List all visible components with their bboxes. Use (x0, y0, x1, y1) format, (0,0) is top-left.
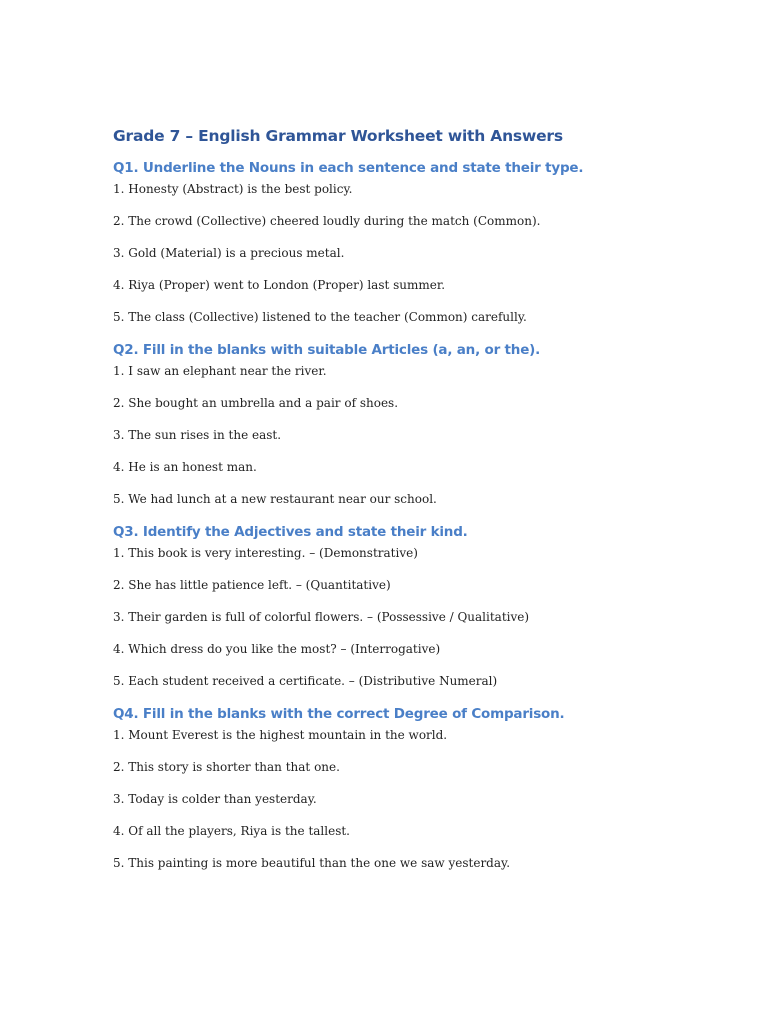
question-heading: Q4. Fill in the blanks with the correct Degree of Comparison. (113, 706, 565, 722)
answer-item: 2. She bought an umbrella and a pair of shoes. (113, 396, 399, 410)
answer-item: 5. We had lunch at a new restaurant near our school. (113, 492, 437, 506)
answer-list (113, 361, 733, 509)
section-q2 (113, 339, 733, 509)
answer-list (113, 179, 733, 327)
answer-item: 4. He is an honest man. (113, 460, 257, 474)
answer-item: 1. I saw an elephant near the river. (113, 364, 327, 378)
section-q3 (113, 521, 733, 691)
answer-item: 1. Mount Everest is the highest mountain in the world. (113, 728, 448, 742)
answer-item: 4. Which dress do you like the most? – (Interrogative) (113, 642, 441, 656)
answer-item: 5. Each student received a certificate. – (Distributive Numeral) (113, 674, 498, 688)
section-q1 (113, 157, 733, 327)
worksheet-page (113, 122, 733, 873)
answer-item: 3. Today is colder than yesterday. (113, 792, 317, 806)
answer-item: 4. Of all the players, Riya is the tallest. (113, 824, 350, 838)
answer-item: 4. Riya (Proper) went to London (Proper) last summer. (113, 278, 446, 292)
answer-item: 1. This book is very interesting. – (Demonstrative) (113, 546, 418, 560)
page-title: Grade 7 – English Grammar Worksheet with Answers (113, 127, 563, 145)
answer-item: 3. Their garden is full of colorful flowers. – (Possessive / Qualitative) (113, 610, 530, 624)
answer-item: 5. The class (Collective) listened to the teacher (Common) carefully. (113, 310, 527, 324)
question-heading: Q2. Fill in the blanks with suitable Articles (a, an, or the). (113, 342, 541, 358)
answer-list (113, 543, 733, 691)
answer-item: 3. The sun rises in the east. (113, 428, 282, 442)
answer-item: 2. This story is shorter than that one. (113, 760, 340, 774)
answer-item: 2. The crowd (Collective) cheered loudly during the match (Common). (113, 214, 541, 228)
answer-item: 5. This painting is more beautiful than the one we saw yesterday. (113, 856, 511, 870)
answer-list (113, 725, 733, 873)
question-heading: Q3. Identify the Adjectives and state their kind. (113, 524, 468, 540)
question-heading: Q1. Underline the Nouns in each sentence and state their type. (113, 160, 584, 176)
section-q4 (113, 703, 733, 873)
answer-item: 3. Gold (Material) is a precious metal. (113, 246, 345, 260)
answer-item: 1. Honesty (Abstract) is the best policy. (113, 182, 353, 196)
answer-item: 2. She has little patience left. – (Quantitative) (113, 578, 391, 592)
